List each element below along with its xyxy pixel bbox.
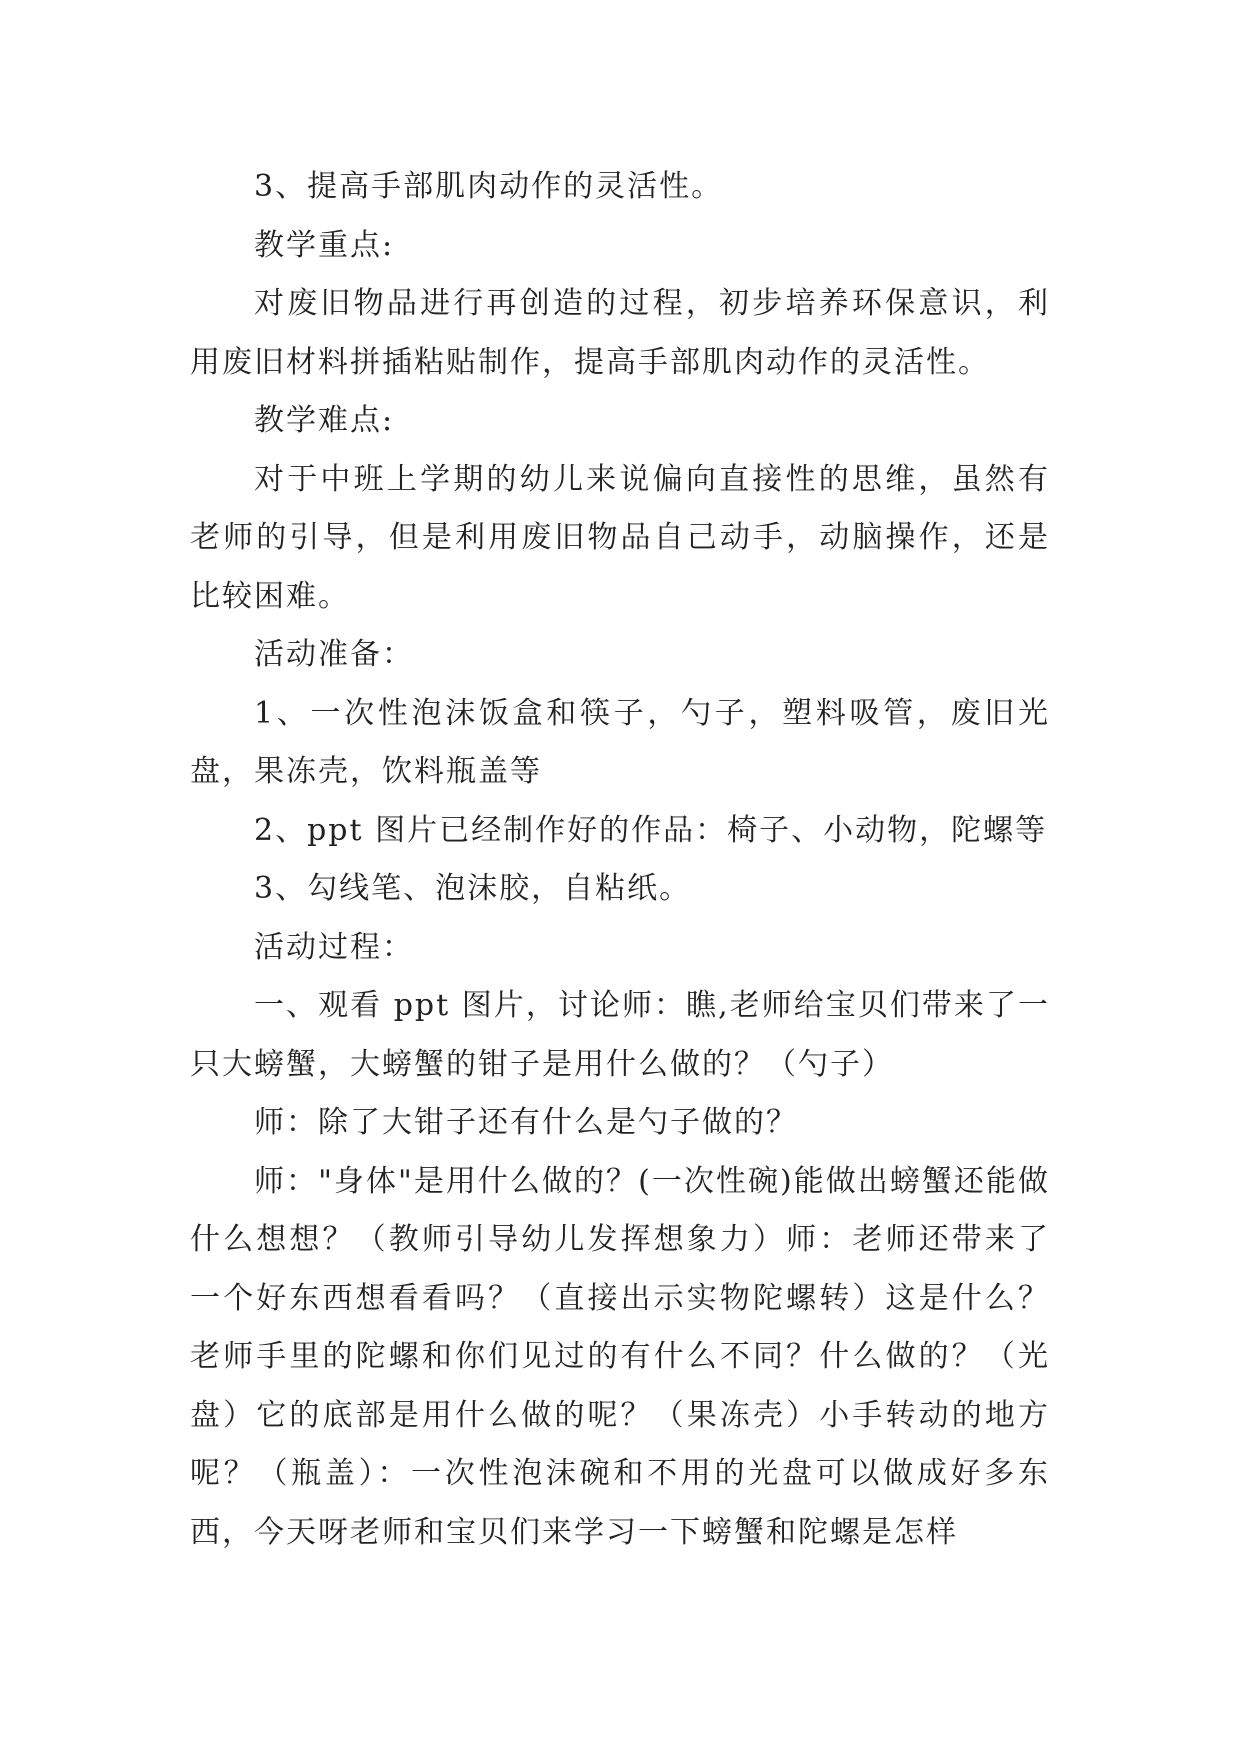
paragraph-process-2: 师：除了大钳子还有什么是勺子做的？ — [254, 1105, 798, 1140]
paragraph-preparation-2: 2、ppt 图片已经制作好的作品：椅子、小动物，陀螺等 — [254, 812, 1048, 848]
paragraph-teaching-focus: 对废旧物品进行再创造的过程，初步培养环保意识，利用废旧材料拼插粘贴制作，提高手部肌肉动作的灵活性。 — [190, 286, 1050, 380]
paragraph-process-1: 一、观看 ppt 图片，讨论师：瞧,老师给宝贝们带来了一只大螃蟹，大螃蟹的钳子是用什么做的？（勺子） — [190, 988, 1050, 1082]
heading-teaching-difficulty: 教学难点: — [254, 403, 395, 438]
heading-activity-process: 活动过程： — [254, 929, 414, 965]
paragraph-process-3: 师："身体"是用什么做的？(一次性碗)能做出螃蟹还能做什么想想？（教师引导幼儿发挥想象力）师：老师还带来了一个好东西想看看吗？（直接出示实物陀螺转）这是什么？老师手里的陀螺和你们见过的有什么不同？什么做的？（光盘）它的底部是用什么做的呢？（果冻壳）小手转动的地方呢？（瓶盖）：一次性泡沫碗和不用的光盘可以做成好多东西，今天呀老师和宝贝们来学习一下螃蟹和陀螺是怎样 — [190, 1163, 1050, 1550]
heading-teaching-focus: 教学重点: — [254, 227, 395, 263]
paragraph-preparation-1: 1、一次性泡沫饭盒和筷子，勺子，塑料吸管，废旧光盘，果冻壳，饮料瓶盖等 — [190, 695, 1050, 789]
paragraph-objective-3: 3、提高手部肌肉动作的灵活性。 — [254, 169, 724, 204]
paragraph-teaching-difficulty: 对于中班上学期的幼儿来说偏向直接性的思维，虽然有老师的引导，但是利用废旧物品自己动手，动脑操作，还是比较困难。 — [190, 461, 1050, 614]
heading-activity-preparation: 活动准备： — [254, 637, 414, 672]
paragraph-preparation-3: 3、勾线笔、泡沫胶，自粘纸。 — [254, 871, 692, 906]
document-body — [190, 158, 1050, 1562]
